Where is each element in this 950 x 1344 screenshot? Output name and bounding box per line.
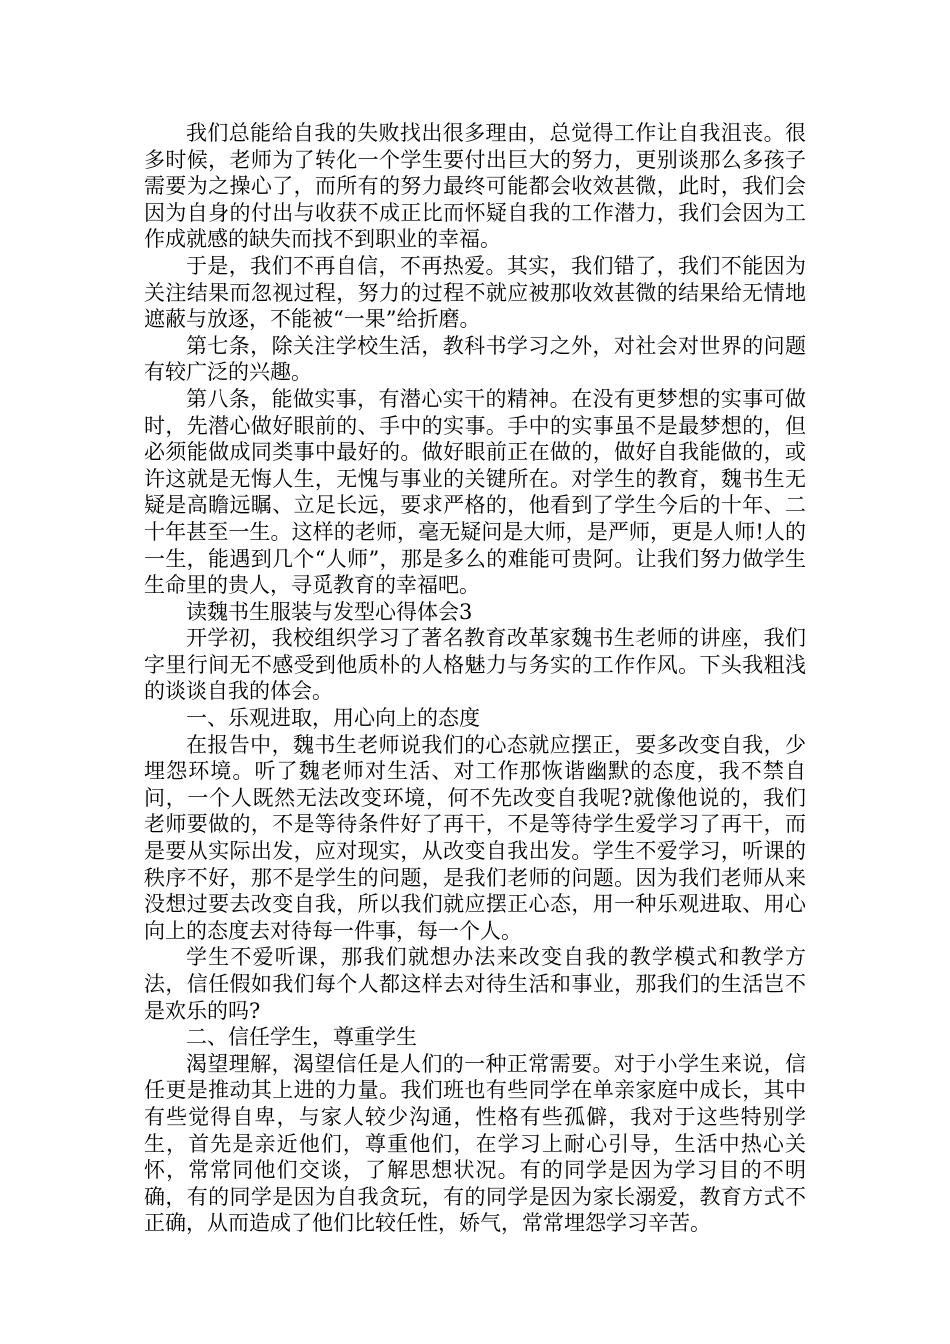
document-body bbox=[144, 120, 806, 1237]
section-title: 读魏书生服装与发型心得体会3 bbox=[186, 599, 473, 624]
heading-1: 一、乐观进取，用心向上的态度 bbox=[186, 706, 480, 731]
paragraph-4: 第八条，能做实事，有潜心实干的精神。在没有更梦想的实事可做时，先潜心做好眼前的、手中的实事。手中的实事虽不是最梦想的，但必须能做成同类事中最好的。做好眼前正在做的，做好自我能做的，或许这就是无悔人生，无愧与事业的关键所在。对学生的教育，魏书生无疑是高瞻远瞩、立足长远，要求严格的，他看到了学生今后的十年、二十年甚至一生。这样的老师，毫无疑问是大师，是严师，更是人师!人的一生，能遇到几个“人师”，那是多么的难能可贵阿。让我们努力做学生生命里的贵人，寻觅教育的幸福吧。 bbox=[144, 386, 806, 598]
paragraph-3: 第七条，除关注学校生活，教科书学习之外，对社会对世界的问题有较广泛的兴趣。 bbox=[144, 333, 806, 385]
paragraph-7: 学生不爱听课，那我们就想办法来改变自我的教学模式和教学方法，信任假如我们每个人都这样去对待生活和事业，那我们的生活岂不是欢乐的吗? bbox=[144, 945, 806, 1023]
paragraph-2: 于是，我们不再自信，不再热爱。其实，我们错了，我们不能因为关注结果而忽视过程，努力的过程不就应被那收效甚微的结果给无情地遮蔽与放逐，不能被“一果”给折磨。 bbox=[144, 253, 806, 332]
paragraph-1: 我们总能给自我的失败找出很多理由，总觉得工作让自我沮丧。很多时候，老师为了转化一个学生要付出巨大的努力，更别谈那么多孩子需要为之操心了，而所有的努力最终可能都会收效甚微，此时，我们会因为自身的付出与收获不成正比而怀疑自我的工作潜力，我们会因为工作成就感的缺失而找不到职业的幸福。 bbox=[144, 121, 806, 252]
paragraph-8: 渴望理解，渴望信任是人们的一种正常需要。对于小学生来说，信任更是推动其上进的力量。我们班也有些同学在单亲家庭中成长，其中有些觉得自卑，与家人较少沟通，性格有些孤僻，我对于这些特别学生，首先是亲近他们，尊重他们，在学习上耐心引导，生活中热心关怀，常常同他们交谈，了解思想状况。有的同学是因为学习目的不明确，有的同学是因为自我贪玩，有的同学是因为家长溺爱，教育方式不正确，从而造成了他们比较任性，娇气，常常埋怨学习辛苦。 bbox=[144, 1051, 806, 1236]
paragraph-6: 在报告中，魏书生老师说我们的心态就应摆正，要多改变自我，少埋怨环境。听了魏老师对生活、对工作那恢谐幽默的态度，我不禁自问，一个人既然无法改变环境，何不先改变自我呢?就像他说的，我们老师要做的，不是等待条件好了再干，不是等待学生爱学习了再干，而是要从实际出发，应对现实，从改变自我出发。学生不爱学习，听课的秩序不好，那不是学生的问题，是我们老师的问题。因为我们老师从来没想过要去改变自我，所以我们就应摆正心态，用一种乐观进取、用心向上的态度去对待每一件事，每一个人。 bbox=[144, 732, 806, 943]
heading-2: 二、信任学生，尊重学生 bbox=[186, 1025, 417, 1050]
paragraph-5: 开学初，我校组织学习了著名教育改革家魏书生老师的讲座，我们字里行间无不感受到他质朴的人格魅力与务实的工作作风。下头我粗浅的谈谈自我的体会。 bbox=[144, 626, 806, 704]
